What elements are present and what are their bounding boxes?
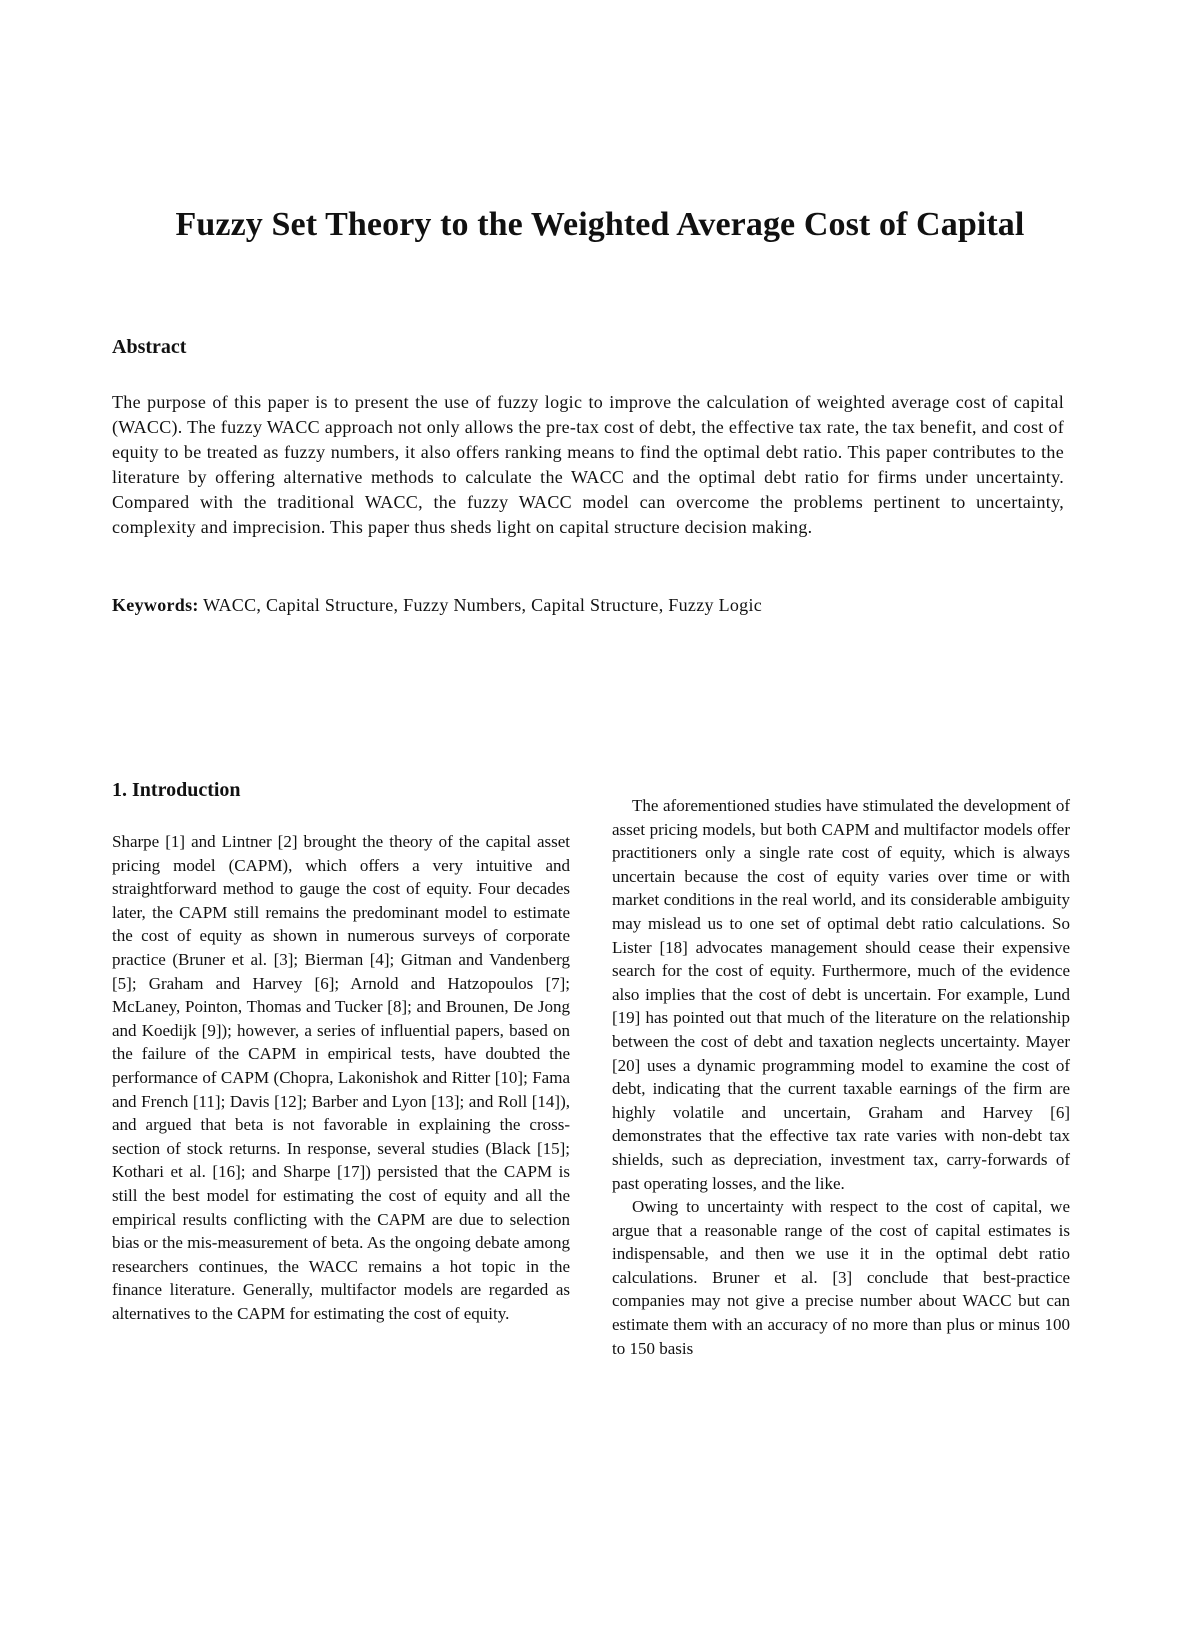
paper-title: Fuzzy Set Theory to the Weighted Average Cost of Capital xyxy=(175,206,1025,243)
introduction-paragraph-1: Sharpe [1] and Lintner [2] brought the theory of the capital asset pricing model (CAPM), which offers a very intuitive and straightforward method to gauge the cost of equity. Four decades later, the CAPM still remains the predominant model to estimate the cost of equity as shown in numerous surveys of corporate practice (Bruner et al. [3]; Bierman [4]; Gitman and Vandenberg [5]; Graham and Harvey [6]; Arnold and Hatzopoulos [7]; McLaney, Pointon, Thomas and Tucker [8]; and Brounen, De Jong and Koedijk [9]); however, a series of influential papers, based on the failure of the CAPM in empirical tests, have doubted the performance of CAPM (Chopra, Lakonishok and Ritter [10]; Fama and French [11]; Davis [12]; Barber and Lyon [13]; and Roll [14]), and argued that beta is not favorable in explaining the cross-section of stock returns. In response, several studies (Black [15]; Kothari et al. [16]; and Sharpe [17]) persisted that the CAPM is still the best model for estimating the cost of equity and all the empirical results conflicting with the CAPM are due to selection bias or the mis-measurement of beta. As the ongoing debate among researchers continues, the WACC remains a hot topic in the finance literature. Generally, multifactor models are regarded as alternatives to the CAPM for estimating the cost of equity. xyxy=(112,832,570,1323)
abstract-heading: Abstract xyxy=(112,336,187,358)
introduction-paragraph-3: Owing to uncertainty with respect to the cost of capital, we argue that a reasonable range of the cost of capital estimates is indispensable, and then we use it in the optimal debt ratio calculations. Bruner et al. [3] conclude that best-practice companies may not give a precise number about WACC but can estimate them with an accuracy of no more than plus or minus 100 to 150 basis xyxy=(612,1197,1070,1358)
keywords-text: WACC, Capital Structure, Fuzzy Numbers, Capital Structure, Fuzzy Logic xyxy=(198,595,763,615)
keywords-label: Keywords: xyxy=(112,595,199,615)
right-column xyxy=(612,794,1070,1360)
introduction-paragraph-2: The aforementioned studies have stimulated the development of asset pricing models, but both CAPM and multifactor models offer practitioners only a single rate cost of equity, which is always uncertain because the cost of equity varies over time or with market conditions in the real world, and its considerable ambiguity may mislead us to one set of optimal debt ratio calculations. So Lister [18] advocates management should cease their expensive search for the cost of equity. Furthermore, much of the evidence also implies that the cost of debt is uncertain. For example, Lund [19] has pointed out that much of the literature on the relationship between the cost of debt and taxation neglects uncertainty. Mayer [20] uses a dynamic programming model to examine the cost of debt, indicating that the current taxable earnings of the firm are highly volatile and uncertain, Graham and Harvey [6] demonstrates that the effective tax rate varies with non-debt tax shields, such as depreciation, investment tax, carry-forwards of past operating losses, and the like. xyxy=(612,796,1070,1193)
keywords-line xyxy=(112,593,1064,618)
abstract-text: The purpose of this paper is to present the use of fuzzy logic to improve the calculation of weighted average cost of capital (WACC). The fuzzy WACC approach not only allows the pre-tax cost of debt, the effective tax rate, the tax benefit, and cost of equity to be treated as fuzzy numbers, it also offers ranking means to find the optimal debt ratio. This paper contributes to the literature by offering alternative methods to calculate the WACC and the optimal debt ratio for firms under uncertainty. Compared with the traditional WACC, the fuzzy WACC model can overcome the problems pertinent to uncertainty, complexity and imprecision. This paper thus sheds light on capital structure decision making. xyxy=(112,392,1064,537)
left-column xyxy=(112,778,570,1325)
introduction-heading: 1. Introduction xyxy=(112,779,241,801)
